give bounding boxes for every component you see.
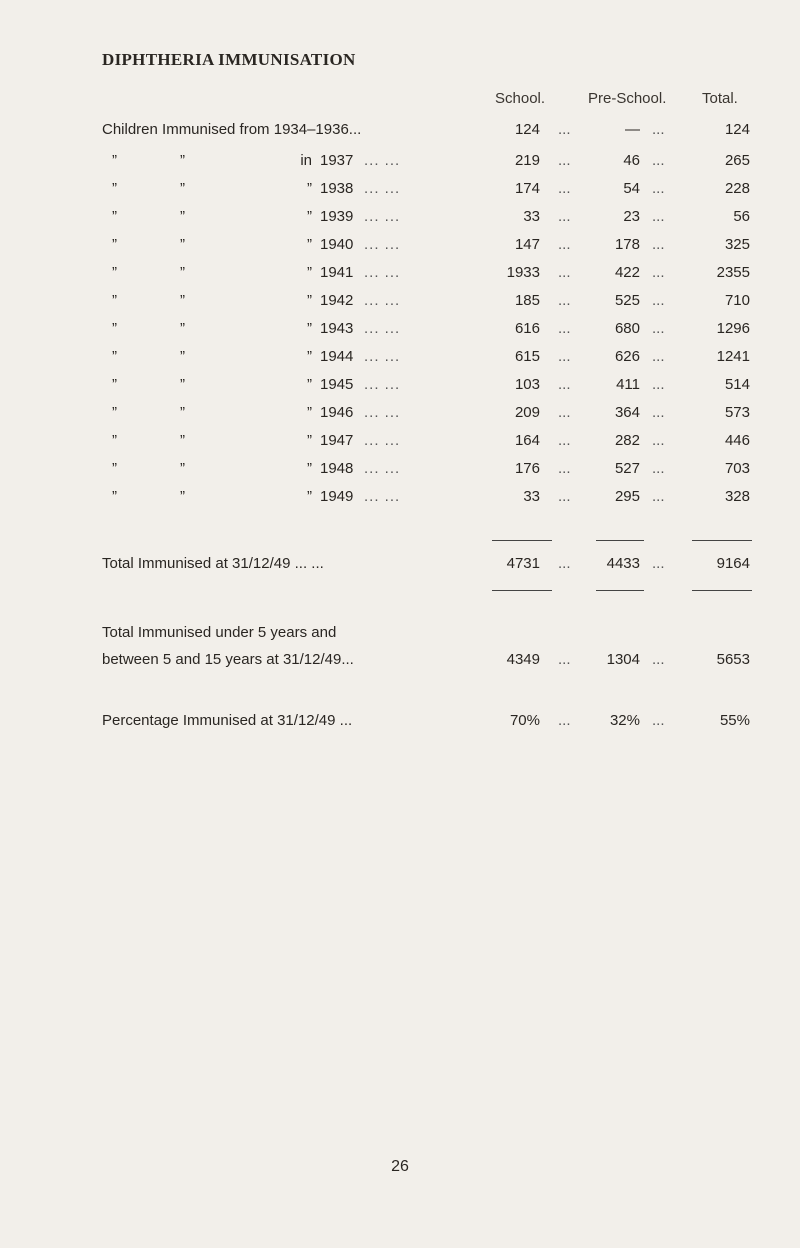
separator-dots: ... <box>652 121 665 138</box>
under5-label-2: between 5 and 15 years at 31/12/49... <box>102 651 354 668</box>
row-year: 1940 <box>320 236 354 253</box>
percentage-pre-school: 32% <box>609 712 640 729</box>
school-value: 174 <box>514 180 540 197</box>
school-value: 616 <box>514 320 540 337</box>
leader-dots: ... ... <box>364 432 401 449</box>
ditto-mark: ” <box>180 348 185 365</box>
ditto-mark: ” <box>180 460 185 477</box>
table-row <box>0 432 800 462</box>
rule-total-bottom <box>692 590 752 591</box>
row-year: 1943 <box>320 320 354 337</box>
leader-dots: ... ... <box>364 264 401 281</box>
ditto-mark: ” <box>112 348 117 365</box>
ditto-mark: ” <box>112 432 117 449</box>
row-prefix: in <box>300 152 312 169</box>
school-value: 124 <box>514 121 540 138</box>
leader-dots: ... ... <box>364 348 401 365</box>
leader-dots: ... ... <box>364 320 401 337</box>
pre-school-value: 422 <box>614 264 640 281</box>
ditto-mark: ” <box>180 208 185 225</box>
table-row <box>0 180 800 210</box>
under5-line1 <box>0 624 800 654</box>
separator-dots: ... <box>558 208 571 225</box>
ditto-mark: ” <box>112 404 117 421</box>
separator-dots: ... <box>558 376 571 393</box>
separator-dots: ... <box>652 555 665 572</box>
separator-dots: ... <box>652 208 665 225</box>
table-row-1934-1936 <box>0 121 800 151</box>
pre-school-value: 282 <box>614 432 640 449</box>
ditto-mark: ” <box>112 376 117 393</box>
table-row <box>0 208 800 238</box>
school-value: 615 <box>514 348 540 365</box>
separator-dots: ... <box>558 712 571 729</box>
ditto-mark: ” <box>180 292 185 309</box>
table-row <box>0 236 800 266</box>
table-row <box>0 264 800 294</box>
header-pre-school: Pre-School. <box>588 90 667 107</box>
school-value: 209 <box>514 404 540 421</box>
under5-school: 4349 <box>506 651 540 668</box>
pre-school-value: 680 <box>614 320 640 337</box>
leader-dots: ... ... <box>364 292 401 309</box>
pre-school-value: 527 <box>614 460 640 477</box>
percentage-row <box>0 712 800 742</box>
table-row <box>0 292 800 322</box>
page-title: DIPHTHERIA IMMUNISATION <box>102 50 356 69</box>
pre-school-value: 364 <box>614 404 640 421</box>
separator-dots: ... <box>558 460 571 477</box>
separator-dots: ... <box>652 180 665 197</box>
leader-dots: ... ... <box>364 376 401 393</box>
header-school: School. <box>495 90 546 107</box>
row-prefix: ” <box>307 180 312 197</box>
rule-school-top <box>492 540 552 541</box>
under5-row <box>0 651 800 681</box>
separator-dots: ... <box>652 712 665 729</box>
separator-dots: ... <box>652 404 665 421</box>
separator-dots: ... <box>652 460 665 477</box>
school-value: 219 <box>514 152 540 169</box>
ditto-mark: ” <box>112 320 117 337</box>
total-value: 703 <box>724 460 750 477</box>
pre-school-value: 46 <box>623 152 640 169</box>
total-value: 2355 <box>716 264 750 281</box>
row-prefix: ” <box>307 264 312 281</box>
school-value: 103 <box>514 376 540 393</box>
separator-dots: ... <box>558 264 571 281</box>
rule-pre-bottom <box>596 590 644 591</box>
separator-dots: ... <box>558 236 571 253</box>
under5-pre-school: 1304 <box>606 651 640 668</box>
total-value: 710 <box>724 292 750 309</box>
leader-dots: ... ... <box>364 488 401 505</box>
ditto-mark: ” <box>112 236 117 253</box>
pre-school-value: — <box>625 121 640 138</box>
row-prefix: ” <box>307 460 312 477</box>
total-row <box>0 555 800 585</box>
row-year: 1949 <box>320 488 354 505</box>
total-value: 446 <box>724 432 750 449</box>
row-year: 1945 <box>320 376 354 393</box>
ditto-mark: ” <box>180 264 185 281</box>
separator-dots: ... <box>558 320 571 337</box>
separator-dots: ... <box>652 152 665 169</box>
school-value: 33 <box>523 208 540 225</box>
row-prefix: ” <box>307 236 312 253</box>
separator-dots: ... <box>558 348 571 365</box>
row-prefix: ” <box>307 320 312 337</box>
row-prefix: ” <box>307 292 312 309</box>
school-value: 1933 <box>506 264 540 281</box>
table-row <box>0 348 800 378</box>
percentage-total: 55% <box>719 712 750 729</box>
row-year: 1939 <box>320 208 354 225</box>
row-prefix: ” <box>307 376 312 393</box>
school-value: 33 <box>523 488 540 505</box>
separator-dots: ... <box>652 432 665 449</box>
total-value: 328 <box>724 488 750 505</box>
separator-dots: ... <box>652 320 665 337</box>
percentage-school: 70% <box>509 712 540 729</box>
school-total: 4731 <box>506 555 540 572</box>
school-value: 176 <box>514 460 540 477</box>
pre-school-value: 295 <box>614 488 640 505</box>
table-row <box>0 320 800 350</box>
separator-dots: ... <box>652 348 665 365</box>
separator-dots: ... <box>558 180 571 197</box>
ditto-mark: ” <box>180 404 185 421</box>
pre-school-total: 4433 <box>606 555 640 572</box>
pre-school-value: 626 <box>614 348 640 365</box>
row-label: Children Immunised from 1934–1936... <box>102 121 362 138</box>
percentage-label: Percentage Immunised at 31/12/49 ... <box>102 712 353 729</box>
separator-dots: ... <box>558 121 571 138</box>
leader-dots: ... ... <box>364 180 401 197</box>
ditto-mark: ” <box>112 460 117 477</box>
leader-dots: ... ... <box>364 236 401 253</box>
ditto-mark: ” <box>180 236 185 253</box>
row-year: 1947 <box>320 432 354 449</box>
rule-school-bottom <box>492 590 552 591</box>
separator-dots: ... <box>558 432 571 449</box>
ditto-mark: ” <box>112 180 117 197</box>
row-year: 1942 <box>320 292 354 309</box>
school-value: 164 <box>514 432 540 449</box>
total-value: 228 <box>724 180 750 197</box>
ditto-mark: ” <box>180 432 185 449</box>
row-prefix: ” <box>307 208 312 225</box>
separator-dots: ... <box>652 264 665 281</box>
total-value: 265 <box>724 152 750 169</box>
rule-total-top <box>692 540 752 541</box>
total-value: 56 <box>733 208 750 225</box>
separator-dots: ... <box>652 376 665 393</box>
ditto-mark: ” <box>180 320 185 337</box>
page-number: 26 <box>391 1158 409 1175</box>
under5-label-1: Total Immunised under 5 years and <box>102 624 337 641</box>
school-value: 185 <box>514 292 540 309</box>
separator-dots: ... <box>558 404 571 421</box>
header-total: Total. <box>702 90 738 107</box>
ditto-mark: ” <box>112 292 117 309</box>
row-year: 1937 <box>320 152 354 169</box>
table-row <box>0 376 800 406</box>
pre-school-value: 54 <box>623 180 640 197</box>
leader-dots: ... ... <box>364 460 401 477</box>
total-value: 573 <box>724 404 750 421</box>
ditto-mark: ” <box>180 180 185 197</box>
separator-dots: ... <box>558 152 571 169</box>
total-value: 1296 <box>716 320 750 337</box>
table-row <box>0 488 800 518</box>
rule-pre-top <box>596 540 644 541</box>
table-row <box>0 152 800 182</box>
row-year: 1944 <box>320 348 354 365</box>
pre-school-value: 178 <box>614 236 640 253</box>
under5-total: 5653 <box>716 651 750 668</box>
ditto-mark: ” <box>180 152 185 169</box>
ditto-mark: ” <box>112 208 117 225</box>
total-value: 1241 <box>716 348 750 365</box>
table-row <box>0 460 800 490</box>
separator-dots: ... <box>558 651 571 668</box>
ditto-mark: ” <box>112 488 117 505</box>
row-prefix: ” <box>307 488 312 505</box>
grand-total: 9164 <box>716 555 750 572</box>
pre-school-value: 411 <box>616 376 640 393</box>
ditto-mark: ” <box>112 152 117 169</box>
separator-dots: ... <box>558 555 571 572</box>
row-prefix: ” <box>307 348 312 365</box>
row-year: 1948 <box>320 460 354 477</box>
leader-dots: ... ... <box>364 208 401 225</box>
pre-school-value: 525 <box>614 292 640 309</box>
separator-dots: ... <box>652 651 665 668</box>
separator-dots: ... <box>652 292 665 309</box>
leader-dots: ... ... <box>364 404 401 421</box>
separator-dots: ... <box>652 236 665 253</box>
ditto-mark: ” <box>180 488 185 505</box>
separator-dots: ... <box>652 488 665 505</box>
separator-dots: ... <box>558 292 571 309</box>
row-year: 1938 <box>320 180 354 197</box>
row-year: 1946 <box>320 404 354 421</box>
total-value: 124 <box>724 121 750 138</box>
row-prefix: ” <box>307 432 312 449</box>
row-prefix: ” <box>307 404 312 421</box>
separator-dots: ... <box>558 488 571 505</box>
row-year: 1941 <box>320 264 354 281</box>
leader-dots: ... ... <box>364 152 401 169</box>
total-value: 325 <box>724 236 750 253</box>
school-value: 147 <box>514 236 540 253</box>
ditto-mark: ” <box>112 264 117 281</box>
total-value: 514 <box>724 376 750 393</box>
ditto-mark: ” <box>180 376 185 393</box>
table-row <box>0 404 800 434</box>
total-label: Total Immunised at 31/12/49 ... ... <box>102 555 324 572</box>
pre-school-value: 23 <box>623 208 640 225</box>
